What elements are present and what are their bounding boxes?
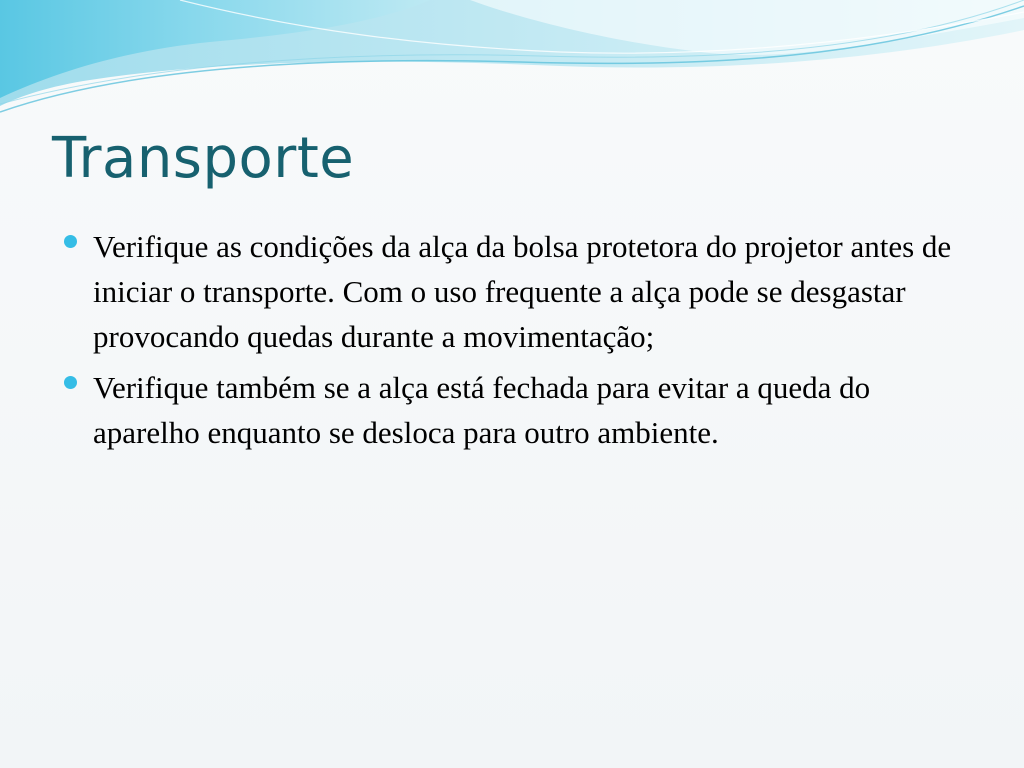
bullet-item: [60, 365, 960, 455]
bullet-text: Verifique também se a alça está fechada para evitar a queda do aparelho enquanto se desloca para outro ambiente.: [93, 370, 871, 450]
bullet-dot-icon: [64, 235, 77, 248]
bullet-dot-icon: [64, 376, 77, 389]
bullet-list: [60, 224, 960, 461]
header-wave-decoration: [0, 0, 1024, 130]
slide-title: Transporte: [52, 126, 355, 191]
bullet-text: Verifique as condições da alça da bolsa protetora do projetor antes de iniciar o transporte. Com o uso frequente a alça pode se desgastar provocando quedas durante a movimentação;: [93, 229, 952, 354]
bullet-item: [60, 224, 960, 359]
